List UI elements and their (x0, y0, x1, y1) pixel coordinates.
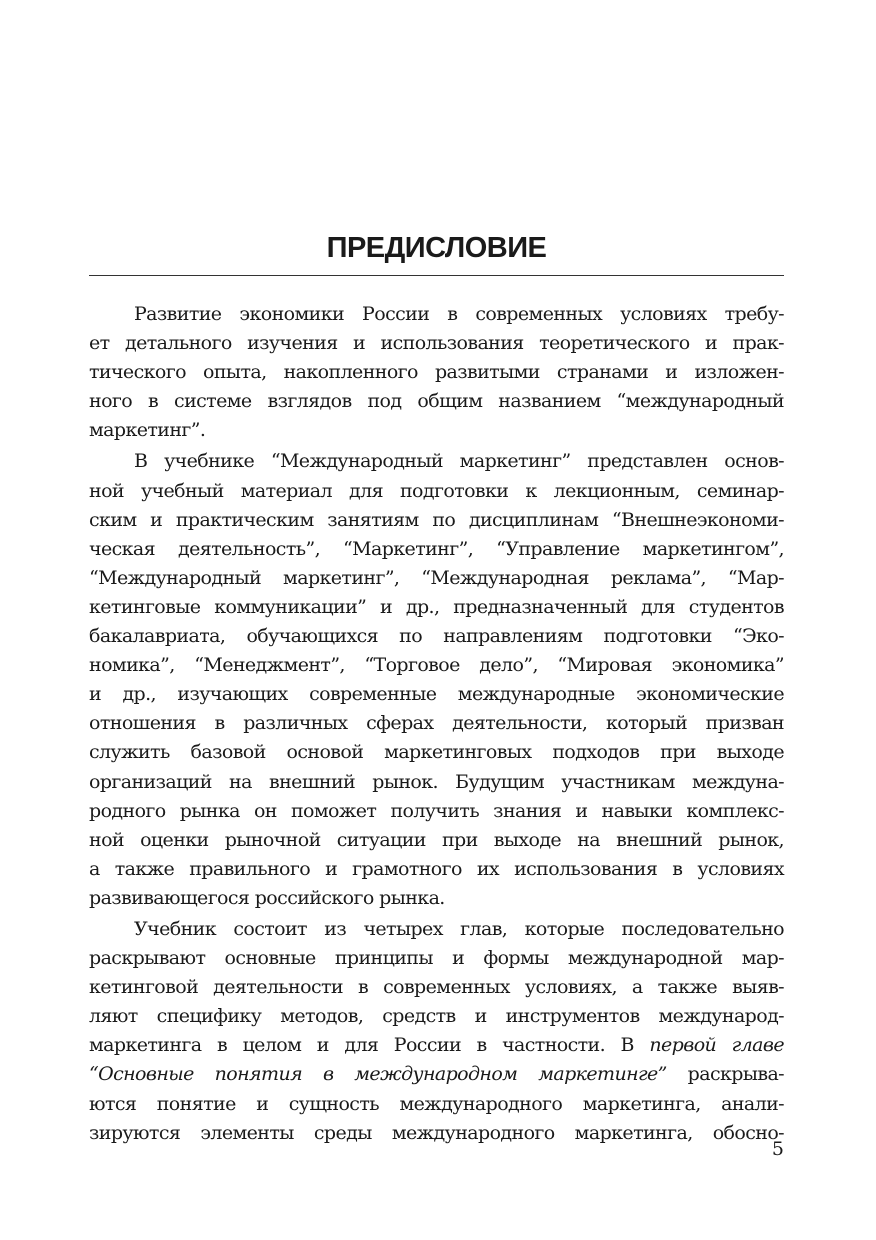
page-number: 5 (771, 1138, 784, 1160)
italic-chapter-title: “Основные понятия в международном маркетинге” (89, 1063, 667, 1086)
italic-emphasis: первой главе (649, 1034, 784, 1057)
line-tail: раскрыва- (666, 1063, 784, 1086)
document-page (89, 0, 784, 1240)
text-line (89, 1060, 784, 1089)
text-line: организаций на внешний рынок. Будущим участникам междуна- (89, 770, 784, 793)
text-line: а также правильного и грамотного их использования в условиях (89, 857, 784, 880)
line-head: маркетинга в целом и для России в частности. В (89, 1034, 650, 1057)
text-line: отношения в различных сферах деятельности, который призван (89, 712, 784, 735)
text-line: ляют специфику методов, средств и инструментов международ- (89, 1005, 784, 1028)
text-line (89, 1031, 784, 1060)
text-line: Развитие экономики России в современных условиях требу- (134, 303, 784, 325)
page-title: ПРЕДИСЛОВИЕ (326, 232, 547, 264)
text-line: номика”, “Менеджмент”, “Торговое дело”, “Мировая экономика” (89, 654, 784, 677)
text-line: родного рынка он поможет получить знания и навыки комплекс- (89, 799, 784, 822)
text-line: бакалавриата, обучающихся по направлениям подготовки “Эко- (89, 625, 784, 648)
text-line: ческая деятельность”, “Маркетинг”, “Управление маркетингом”, (89, 537, 784, 560)
text-line: кетинговой деятельности в современных условиях, а также выяв- (89, 976, 784, 999)
body-text (89, 300, 784, 1148)
title-rule (89, 275, 784, 276)
text-line: служить базовой основой маркетинговых подходов при выходе (89, 741, 784, 764)
text-line: развивающегося российского рынка. (89, 886, 445, 909)
text-line: В учебнике “Международный маркетинг” представлен основ- (134, 450, 784, 473)
text-line: маркетинг”. (89, 419, 206, 442)
text-line: тического опыта, накопленного развитыми странами и изложен- (89, 361, 784, 384)
text-line: зируются элементы среды международного маркетинга, обосно- (89, 1121, 784, 1144)
text-line: ного в системе взглядов под общим названием “международный (89, 390, 784, 413)
text-line: раскрывают основные принципы и формы международной мар- (89, 947, 784, 970)
text-line: и др., изучающих современные международные экономические (89, 683, 784, 706)
text-line: ет детального изучения и использования теоретического и прак- (89, 332, 784, 355)
text-line: “Международный маркетинг”, “Международная реклама”, “Мар- (89, 566, 784, 589)
text-line: кетинговые коммуникации” и др., предназначенный для студентов (89, 595, 784, 618)
text-line: ются понятие и сущность международного маркетинга, анали- (89, 1092, 784, 1115)
text-line: ским и практическим занятиям по дисциплинам “Внешнеэкономи- (89, 508, 784, 531)
text-line: ной учебный материал для подготовки к лекционным, семинар- (89, 479, 784, 502)
text-line: Учебник состоит из четырех глав, которые последовательно (134, 917, 784, 940)
text-line: ной оценки рыночной ситуации при выходе на внешний рынок, (89, 828, 784, 851)
